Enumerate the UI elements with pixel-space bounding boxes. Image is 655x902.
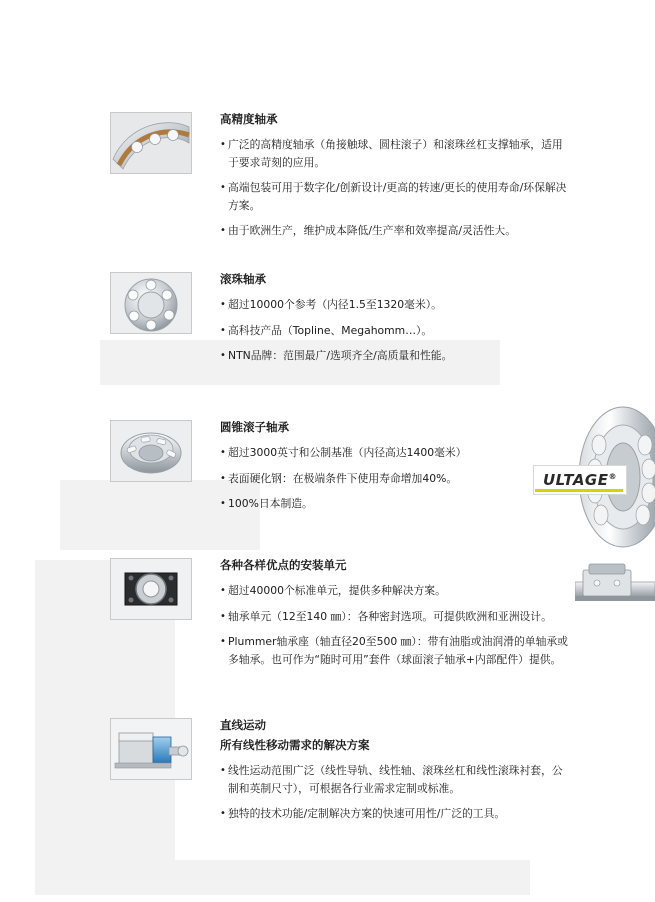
ball-bearing-photo <box>110 272 192 334</box>
ultage-brand-label: ULTAGE® <box>543 471 617 489</box>
section-title: 直线运动 <box>220 718 266 732</box>
section-bullet: • 100%日本制造。 <box>220 495 570 513</box>
section-precision-bearings <box>110 112 570 248</box>
section-bullet: • 高科技产品（Topline、Megahomm…）。 <box>220 322 570 340</box>
section-mounted-units <box>110 558 570 676</box>
precision-bearing-photo <box>110 112 192 174</box>
section-tapered-roller-bearings <box>110 420 570 521</box>
section-title: 圆锥滚子轴承 <box>220 420 289 434</box>
linear-motion-photo <box>110 718 192 780</box>
section-bullet: • 线性运动范围广泛（线性导轨、线性轴、滚珠丝杠和线性滚珠衬套，公制和英制尺寸），可根据各行业需求定制或标准。 <box>220 762 570 797</box>
section-bullet: • 由于欧洲生产，维护成本降低/生产率和效率提高/灵活性大。 <box>220 222 570 240</box>
mounted-unit-photo <box>110 558 192 620</box>
section-title: 滚珠轴承 <box>220 272 266 286</box>
tapered-roller-bearing-photo <box>110 420 192 482</box>
section-ball-bearings <box>110 272 570 373</box>
section-bullet: • 独特的技术功能/定制解决方案的快速可用性/广泛的工具。 <box>220 805 570 823</box>
section-bullet: • 超过40000个标准单元，提供多种解决方案。 <box>220 582 570 600</box>
section-bullet: • 高端包装可用于数字化/创新设计/更高的转速/更长的使用寿命/环保解决方案。 <box>220 179 570 214</box>
section-subtitle: 所有线性移动需求的解决方案 <box>220 738 370 752</box>
section-bullet: • 超过10000个参考（内径1.5至1320毫米）。 <box>220 296 570 314</box>
section-title: 高精度轴承 <box>220 112 278 126</box>
section-title: 各种各样优点的安装单元 <box>220 558 347 572</box>
section-bullet: • NTN品牌：范围最广/选项齐全/高质量和性能。 <box>220 347 570 365</box>
section-bullet: • 超过3000英寸和公制基准（内径高达1400毫米） <box>220 444 570 462</box>
section-bullet: • 表面硬化钢：在极端条件下使用寿命增加40%。 <box>220 470 570 488</box>
section-bullet: • Plummer轴承座（轴直径20至500 ㎜）：带有油脂或油润滑的单轴承或多轴承。也可作为“随时可用”套件（球面滚子轴承+内部配件）提供。 <box>220 633 570 668</box>
section-bullet: • 轴承单元（12至140 ㎜）：各种密封选项。可提供欧洲和亚洲设计。 <box>220 608 570 626</box>
section-linear-motion <box>110 718 570 831</box>
section-bullet: • 广泛的高精度轴承（角接触球、圆柱滚子）和滚珠丝杠支撑轴承，适用于要求苛刻的应用。 <box>220 136 570 171</box>
